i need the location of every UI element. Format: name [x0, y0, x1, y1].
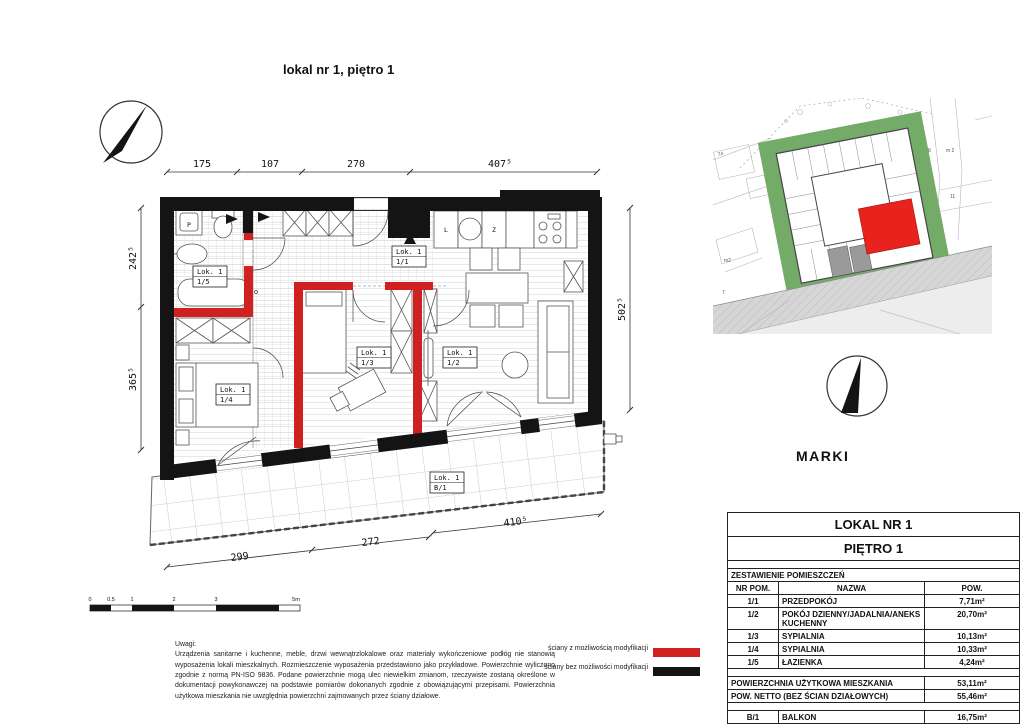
legend-swatch-modifiable — [653, 648, 700, 657]
svg-text:B/1: B/1 — [434, 484, 447, 492]
svg-text:Lok. 1: Lok. 1 — [434, 474, 460, 482]
room-label-1-3 — [357, 347, 391, 368]
table-title-lokal: LOKAL NR 1 — [728, 513, 1020, 537]
svg-text:Lok. 1: Lok. 1 — [396, 248, 422, 256]
svg-text:7: 7 — [722, 290, 725, 296]
scale-bar — [88, 597, 300, 611]
notes-body: Urządzenia sanitarne i kuchenne, meble, drzwi wewnątrzlokalowe oraz materiały wykończeniowe podłóg nie stanowią wyposażenia lokali mieszkalnych. Rozmieszczenie wyposażenia przedstawiono jako przykładowe. Powierzchnie wyliczono zgodnie z normą PN-ISO 9836. Podane powierzchnie mogą ulec niewielkim zmianom, rzeczywiste zostaną określone w dokumentacji powykonawczej na podstawie pomiarów dokonanych zgodnie z obowiązującymi przepisami. Powierzchnia użytkowa mieszkania nie uwzględnia powierzchni zajmowanych przez ściany działowe. — [175, 651, 555, 700]
table-section-title: ZESTAWIENIE POMIESZCZEŃ — [728, 569, 1020, 582]
svg-text:Lok. 1: Lok. 1 — [197, 268, 223, 276]
room-label-1-1 — [392, 246, 426, 267]
svg-text:3: 3 — [214, 597, 218, 603]
notes-heading: Uwagi: — [175, 641, 197, 648]
svg-text:502⁵: 502⁵ — [617, 296, 628, 322]
svg-text:175: 175 — [192, 159, 212, 170]
svg-text:1/2: 1/2 — [447, 359, 460, 367]
svg-text:Z: Z — [492, 226, 496, 234]
svg-text:P: P — [187, 221, 191, 229]
dimension-left — [128, 205, 144, 453]
table-balcony-row: B/1 BALKON 16,75m² — [728, 711, 1020, 724]
svg-text:407⁵: 407⁵ — [487, 159, 513, 170]
room-label-1-4 — [216, 384, 250, 405]
svg-text:1/1: 1/1 — [396, 258, 409, 266]
svg-text:8: 8 — [928, 148, 931, 154]
legend-swatch-fixed — [653, 667, 700, 676]
city-label: MARKI — [796, 448, 850, 464]
site-unit-highlight — [858, 199, 920, 254]
svg-text:1: 1 — [130, 597, 134, 603]
unit-summary-table — [727, 512, 1020, 724]
north-arrow-icon — [100, 101, 162, 163]
svg-text:299: 299 — [230, 550, 250, 565]
svg-text:0: 0 — [88, 597, 92, 603]
table-row: 1/4 SYPIALNIA 10,33m² — [728, 643, 1020, 656]
svg-text:410⁵: 410⁵ — [503, 515, 529, 530]
table-row: 1/1 PRZEDPOKÓJ 7,71m² — [728, 595, 1020, 608]
svg-text:L: L — [444, 226, 448, 234]
svg-text:270: 270 — [346, 159, 366, 170]
svg-text:5m: 5m — [292, 597, 300, 603]
table-total-row: POW. NETTO (BEZ ŚCIAN DZIAŁOWYCH) 55,46m² — [728, 690, 1020, 703]
svg-text:m2: m2 — [724, 258, 731, 264]
room-label-1-2 — [443, 347, 477, 368]
page-title: lokal nr 1, piętro 1 — [283, 62, 395, 77]
svg-text:1/3: 1/3 — [361, 359, 374, 367]
notes-block — [175, 640, 555, 702]
table-row: 1/2 POKÓJ DZIENNY/JADALNIA/ANEKS KUCHENNY 20,70m² — [728, 608, 1020, 630]
site-plan-map — [713, 98, 992, 334]
room-label-1-5 — [193, 266, 227, 287]
legend-label-fixed: ściany bez możliwości modyfikacji — [544, 664, 648, 671]
svg-text:1/5: 1/5 — [197, 278, 210, 286]
svg-text:272: 272 — [361, 535, 381, 550]
dimension-top — [164, 159, 600, 175]
svg-text:m 2: m 2 — [946, 148, 955, 154]
svg-text:Lok. 1: Lok. 1 — [447, 349, 473, 357]
table-row: 1/5 ŁAZIENKA 4,24m² — [728, 656, 1020, 669]
table-row: 1/3 SYPIALNIA 10,13m² — [728, 630, 1020, 643]
svg-text:0.5: 0.5 — [107, 597, 115, 603]
svg-text:365⁵: 365⁵ — [128, 366, 139, 392]
svg-text:11: 11 — [950, 194, 956, 200]
svg-text:1/4: 1/4 — [220, 396, 233, 404]
svg-text:107: 107 — [260, 159, 280, 170]
svg-text:74: 74 — [717, 150, 724, 158]
table-title-pietro: PIĘTRO 1 — [728, 537, 1020, 561]
table-header-row: NR POM. NAZWA POW. — [728, 582, 1020, 595]
legend-label-modifiable: ściany z możliwością modyfikacji — [548, 645, 648, 652]
svg-text:Lok. 1: Lok. 1 — [220, 386, 246, 394]
svg-text:242⁵: 242⁵ — [128, 245, 139, 271]
svg-text:Lok. 1: Lok. 1 — [361, 349, 387, 357]
dimension-right — [617, 205, 633, 413]
svg-text:2: 2 — [172, 597, 176, 603]
table-total-row: POWIERZCHNIA UŻYTKOWA MIESZKANIA 53,11m² — [728, 677, 1020, 690]
room-label-b-1 — [430, 472, 464, 493]
north-arrow-icon — [827, 356, 887, 416]
